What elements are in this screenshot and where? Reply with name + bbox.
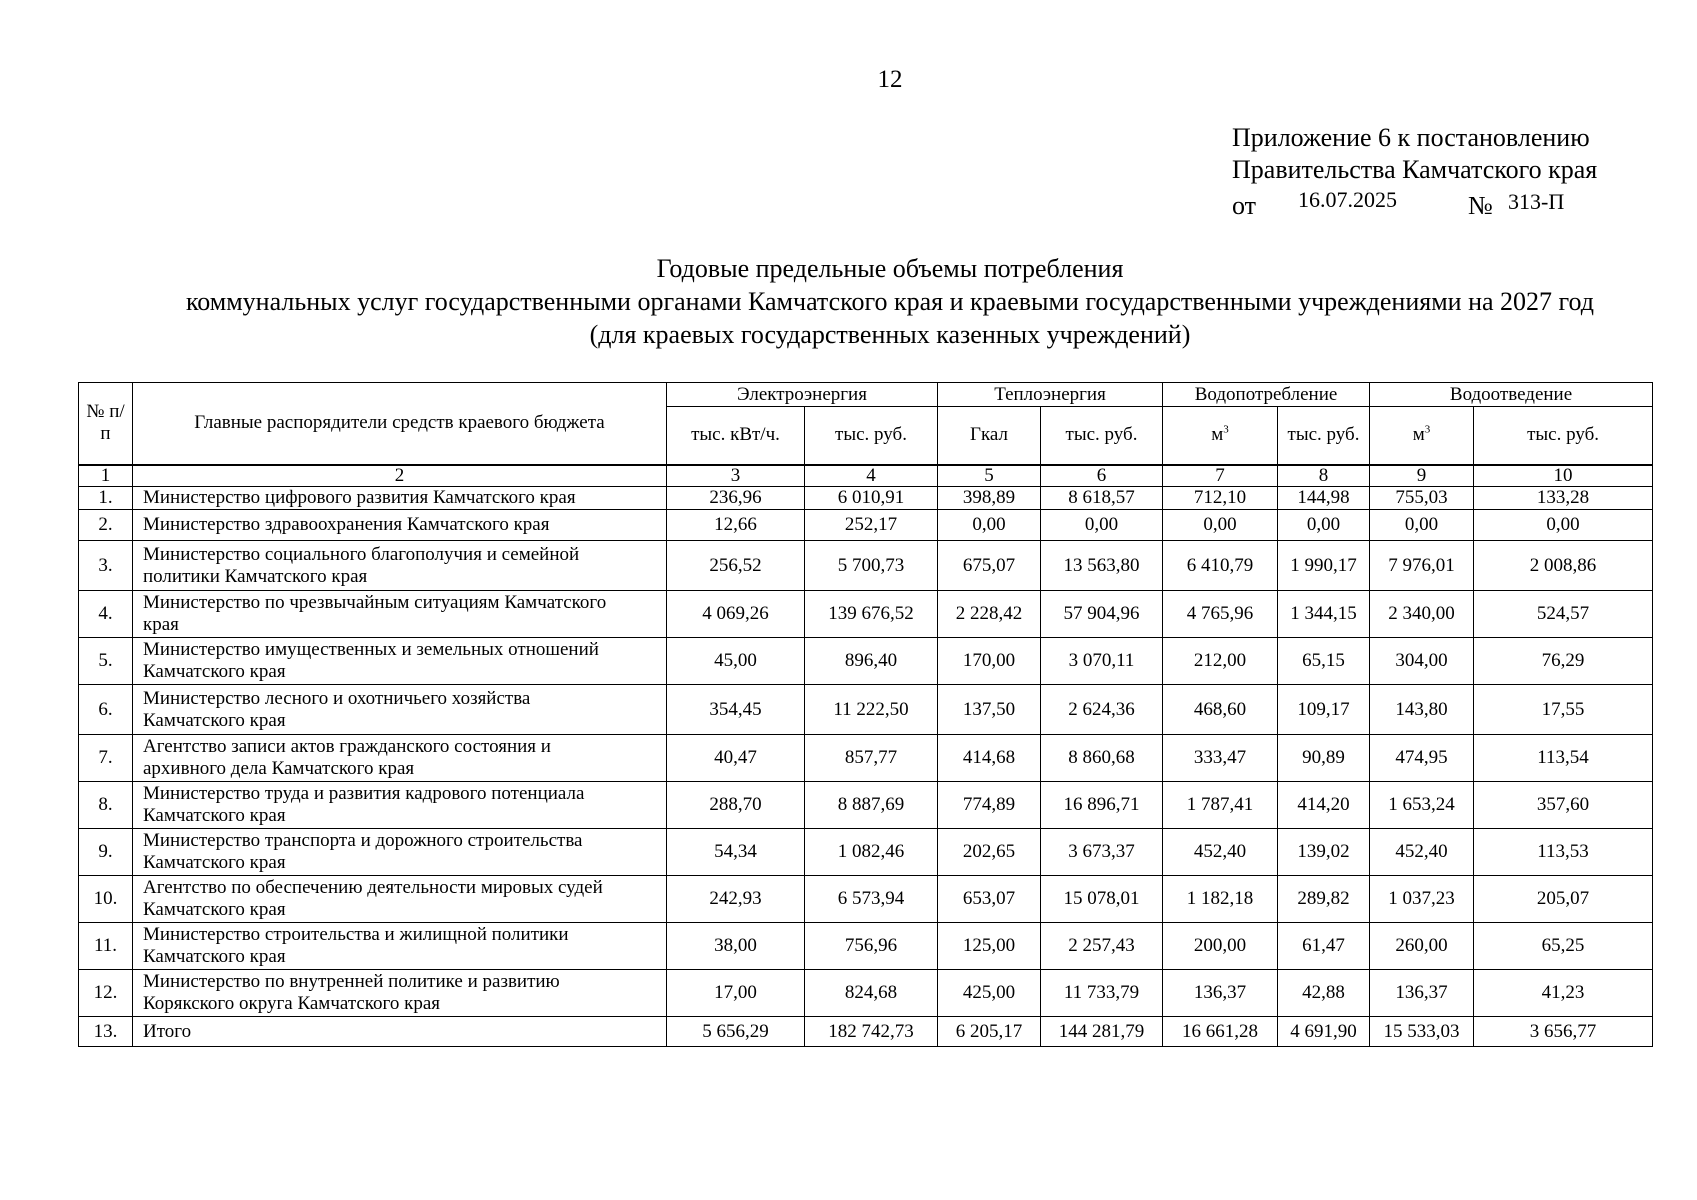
value-cell: 0,00 bbox=[1278, 510, 1370, 541]
row-number: 4. bbox=[79, 591, 133, 638]
budget-holder-name bbox=[133, 1017, 667, 1047]
appendix-line-2: Правительства Камчатского края bbox=[1232, 155, 1598, 184]
appendix-block bbox=[1232, 122, 1597, 220]
cube-superscript: 3 bbox=[1223, 423, 1229, 436]
value-cell: 6 573,94 bbox=[805, 876, 938, 923]
value-cell: 0,00 bbox=[938, 510, 1041, 541]
value-cell: 16 661,28 bbox=[1163, 1017, 1278, 1047]
value-cell: 113,53 bbox=[1474, 829, 1653, 876]
value-cell: 354,45 bbox=[667, 685, 805, 735]
column-number: 8 bbox=[1278, 465, 1370, 487]
value-cell: 2 008,86 bbox=[1474, 541, 1653, 591]
budget-holder-name bbox=[133, 510, 667, 541]
value-cell: 653,07 bbox=[938, 876, 1041, 923]
column-number: 6 bbox=[1041, 465, 1163, 487]
value-cell: 452,40 bbox=[1370, 829, 1474, 876]
column-number: 7 bbox=[1163, 465, 1278, 487]
value-cell: 474,95 bbox=[1370, 735, 1474, 782]
budget-holder-name bbox=[133, 685, 667, 735]
value-cell: 61,47 bbox=[1278, 923, 1370, 970]
value-cell: 137,50 bbox=[938, 685, 1041, 735]
value-cell: 136,37 bbox=[1370, 970, 1474, 1017]
column-number: 10 bbox=[1474, 465, 1653, 487]
name-line: политики Камчатского края bbox=[143, 565, 368, 587]
name-line: Министерство по чрезвычайным ситуациям Камчатского bbox=[143, 592, 607, 613]
value-cell: 896,40 bbox=[805, 638, 938, 685]
value-cell: 12,66 bbox=[667, 510, 805, 541]
value-cell: 712,10 bbox=[1163, 487, 1278, 510]
name-line: Камчатского края bbox=[143, 661, 286, 682]
column-numbering-row bbox=[79, 465, 1653, 487]
name-line: Министерство социального благополучия и семейной bbox=[143, 543, 580, 565]
page-number: 12 bbox=[877, 66, 903, 93]
value-cell: 17,55 bbox=[1474, 685, 1653, 735]
unit-m3-sewage bbox=[1370, 407, 1474, 465]
value-cell: 212,00 bbox=[1163, 638, 1278, 685]
value-cell: 143,80 bbox=[1370, 685, 1474, 735]
row-number: 11. bbox=[79, 923, 133, 970]
value-cell: 3 656,77 bbox=[1474, 1017, 1653, 1047]
value-cell: 5 656,29 bbox=[667, 1017, 805, 1047]
value-cell: 2 257,43 bbox=[1041, 923, 1163, 970]
table-row bbox=[79, 487, 1653, 510]
unit-m3-water bbox=[1163, 407, 1278, 465]
budget-holder-name bbox=[133, 638, 667, 685]
value-cell: 57 904,96 bbox=[1041, 591, 1163, 638]
value-cell: 182 742,73 bbox=[805, 1017, 938, 1047]
budget-holder-name bbox=[133, 876, 667, 923]
table-row bbox=[79, 782, 1653, 829]
name-line: Министерство имущественных и земельных отношений bbox=[143, 639, 599, 660]
name-line: Министерство по внутренней политике и развитию bbox=[143, 971, 560, 992]
value-cell: 200,00 bbox=[1163, 923, 1278, 970]
document-title bbox=[0, 252, 1697, 351]
table-row bbox=[79, 876, 1653, 923]
value-cell: 4 765,96 bbox=[1163, 591, 1278, 638]
column-number: 1 bbox=[79, 465, 133, 487]
value-cell: 3 673,37 bbox=[1041, 829, 1163, 876]
value-cell: 0,00 bbox=[1370, 510, 1474, 541]
name-line: Камчатского края bbox=[143, 709, 286, 731]
name-line: Итого bbox=[143, 1020, 192, 1042]
appendix-line-1: Приложение 6 к постановлению bbox=[1232, 123, 1590, 152]
value-cell: 15 533,03 bbox=[1370, 1017, 1474, 1047]
unit-rub-water: тыс. руб. bbox=[1278, 407, 1370, 465]
budget-holder-name bbox=[133, 487, 667, 510]
row-number: 6. bbox=[79, 685, 133, 735]
value-cell: 76,29 bbox=[1474, 638, 1653, 685]
budget-holder-name bbox=[133, 970, 667, 1017]
value-cell: 333,47 bbox=[1163, 735, 1278, 782]
value-cell: 6 010,91 bbox=[805, 487, 938, 510]
name-line: Агентство записи актов гражданского состояния и bbox=[143, 736, 551, 757]
value-cell: 425,00 bbox=[938, 970, 1041, 1017]
budget-holder-name bbox=[133, 591, 667, 638]
value-cell: 774,89 bbox=[938, 782, 1041, 829]
value-cell: 304,00 bbox=[1370, 638, 1474, 685]
value-cell: 236,96 bbox=[667, 487, 805, 510]
value-cell: 289,82 bbox=[1278, 876, 1370, 923]
header-electricity: Электроэнергия bbox=[667, 383, 938, 407]
value-cell: 113,54 bbox=[1474, 735, 1653, 782]
value-cell: 205,07 bbox=[1474, 876, 1653, 923]
number-sign: № bbox=[1468, 191, 1493, 220]
column-number: 9 bbox=[1370, 465, 1474, 487]
value-cell: 2 624,36 bbox=[1041, 685, 1163, 735]
name-line: Министерство строительства и жилищной политики bbox=[143, 924, 569, 945]
value-cell: 54,34 bbox=[667, 829, 805, 876]
value-cell: 1 787,41 bbox=[1163, 782, 1278, 829]
value-cell: 65,25 bbox=[1474, 923, 1653, 970]
budget-holder-name bbox=[133, 829, 667, 876]
value-cell: 41,23 bbox=[1474, 970, 1653, 1017]
appendix-sign-row bbox=[1232, 186, 1597, 220]
consumption-table bbox=[78, 382, 1653, 1047]
header-sewage: Водоотведение bbox=[1370, 383, 1653, 407]
name-line: Камчатского края bbox=[143, 946, 286, 967]
unit-m3-sewage-text: м bbox=[1412, 424, 1425, 446]
value-cell: 125,00 bbox=[938, 923, 1041, 970]
name-line: Министерство здравоохранения Камчатского края bbox=[143, 514, 550, 535]
value-cell: 6 410,79 bbox=[1163, 541, 1278, 591]
name-line: Корякского округа Камчатского края bbox=[143, 993, 441, 1014]
row-number: 8. bbox=[79, 782, 133, 829]
row-number: 13. bbox=[79, 1017, 133, 1047]
name-line: Министерство лесного и охотничьего хозяйства bbox=[143, 687, 531, 709]
value-cell: 13 563,80 bbox=[1041, 541, 1163, 591]
budget-holder-name bbox=[133, 782, 667, 829]
value-cell: 40,47 bbox=[667, 735, 805, 782]
table-row bbox=[79, 510, 1653, 541]
name-line: архивного дела Камчатского края bbox=[143, 758, 415, 779]
decree-number: 313-П bbox=[1508, 189, 1565, 214]
column-number: 5 bbox=[938, 465, 1041, 487]
name-line: края bbox=[143, 614, 179, 635]
column-number: 4 bbox=[805, 465, 938, 487]
value-cell: 3 070,11 bbox=[1041, 638, 1163, 685]
value-cell: 8 887,69 bbox=[805, 782, 938, 829]
value-cell: 468,60 bbox=[1163, 685, 1278, 735]
value-cell: 414,20 bbox=[1278, 782, 1370, 829]
title-line-1: Годовые предельные объемы потребления bbox=[656, 254, 1124, 283]
name-line: Камчатского края bbox=[143, 899, 286, 920]
unit-kwh: тыс. кВт/ч. bbox=[667, 407, 805, 465]
row-number: 1. bbox=[79, 487, 133, 510]
value-cell: 170,00 bbox=[938, 638, 1041, 685]
table-row bbox=[79, 685, 1653, 735]
unit-gcal: Гкал bbox=[938, 407, 1041, 465]
row-number: 5. bbox=[79, 638, 133, 685]
value-cell: 1 344,15 bbox=[1278, 591, 1370, 638]
header-water: Водопотребление bbox=[1163, 383, 1370, 407]
table-row bbox=[79, 735, 1653, 782]
from-label: от bbox=[1232, 191, 1257, 220]
value-cell: 38,00 bbox=[667, 923, 805, 970]
budget-holder-name bbox=[133, 541, 667, 591]
value-cell: 857,77 bbox=[805, 735, 938, 782]
column-number: 2 bbox=[133, 465, 667, 487]
value-cell: 414,68 bbox=[938, 735, 1041, 782]
table-row bbox=[79, 829, 1653, 876]
table-row bbox=[79, 970, 1653, 1017]
value-cell: 0,00 bbox=[1041, 510, 1163, 541]
column-number: 3 bbox=[667, 465, 805, 487]
value-cell: 6 205,17 bbox=[938, 1017, 1041, 1047]
value-cell: 0,00 bbox=[1474, 510, 1653, 541]
value-cell: 357,60 bbox=[1474, 782, 1653, 829]
table-row bbox=[79, 541, 1653, 591]
title-line-3: (для краевых государственных казенных учреждений) bbox=[589, 320, 1191, 349]
header-num: № п/п bbox=[79, 383, 133, 465]
name-line: Агентство по обеспечению деятельности мировых судей bbox=[143, 877, 603, 898]
value-cell: 398,89 bbox=[938, 487, 1041, 510]
value-cell: 824,68 bbox=[805, 970, 938, 1017]
unit-rub-heat: тыс. руб. bbox=[1041, 407, 1163, 465]
value-cell: 524,57 bbox=[1474, 591, 1653, 638]
value-cell: 65,15 bbox=[1278, 638, 1370, 685]
row-number: 7. bbox=[79, 735, 133, 782]
table-row bbox=[79, 1017, 1653, 1047]
value-cell: 2 228,42 bbox=[938, 591, 1041, 638]
value-cell: 5 700,73 bbox=[805, 541, 938, 591]
value-cell: 109,17 bbox=[1278, 685, 1370, 735]
name-line: Министерство цифрового развития Камчатского края bbox=[143, 487, 576, 508]
value-cell: 45,00 bbox=[667, 638, 805, 685]
value-cell: 139,02 bbox=[1278, 829, 1370, 876]
header-name: Главные распорядители средств краевого бюджета bbox=[133, 383, 667, 465]
value-cell: 2 340,00 bbox=[1370, 591, 1474, 638]
name-line: Министерство труда и развития кадрового потенциала bbox=[143, 783, 585, 804]
value-cell: 8 860,68 bbox=[1041, 735, 1163, 782]
value-cell: 42,88 bbox=[1278, 970, 1370, 1017]
value-cell: 260,00 bbox=[1370, 923, 1474, 970]
value-cell: 17,00 bbox=[667, 970, 805, 1017]
name-line: Министерство транспорта и дорожного строительства bbox=[143, 830, 583, 851]
value-cell: 15 078,01 bbox=[1041, 876, 1163, 923]
name-line: Камчатского края bbox=[143, 852, 286, 873]
row-number: 12. bbox=[79, 970, 133, 1017]
header-heat: Теплоэнергия bbox=[938, 383, 1163, 407]
value-cell: 4 069,26 bbox=[667, 591, 805, 638]
unit-rub-electricity: тыс. руб. bbox=[805, 407, 938, 465]
value-cell: 242,93 bbox=[667, 876, 805, 923]
value-cell: 4 691,90 bbox=[1278, 1017, 1370, 1047]
value-cell: 755,03 bbox=[1370, 487, 1474, 510]
value-cell: 90,89 bbox=[1278, 735, 1370, 782]
value-cell: 1 037,23 bbox=[1370, 876, 1474, 923]
value-cell: 675,07 bbox=[938, 541, 1041, 591]
value-cell: 144 281,79 bbox=[1041, 1017, 1163, 1047]
value-cell: 256,52 bbox=[667, 541, 805, 591]
value-cell: 11 222,50 bbox=[805, 685, 938, 735]
title-line-2: коммунальных услуг государственными органами Камчатского края и краевыми государственными учреждениями на 2027 год bbox=[185, 287, 1595, 316]
row-number: 10. bbox=[79, 876, 133, 923]
value-cell: 139 676,52 bbox=[805, 591, 938, 638]
value-cell: 133,28 bbox=[1474, 487, 1653, 510]
value-cell: 144,98 bbox=[1278, 487, 1370, 510]
budget-holder-name bbox=[133, 735, 667, 782]
table-row bbox=[79, 591, 1653, 638]
value-cell: 0,00 bbox=[1163, 510, 1278, 541]
decree-date: 16.07.2025 bbox=[1298, 187, 1397, 212]
unit-m3-water-text: м bbox=[1211, 424, 1224, 446]
value-cell: 1 182,18 bbox=[1163, 876, 1278, 923]
value-cell: 136,37 bbox=[1163, 970, 1278, 1017]
value-cell: 452,40 bbox=[1163, 829, 1278, 876]
value-cell: 288,70 bbox=[667, 782, 805, 829]
unit-rub-sewage: тыс. руб. bbox=[1474, 407, 1653, 465]
table-row bbox=[79, 923, 1653, 970]
cube-superscript: 3 bbox=[1424, 423, 1431, 436]
value-cell: 1 082,46 bbox=[805, 829, 938, 876]
value-cell: 11 733,79 bbox=[1041, 970, 1163, 1017]
row-number: 2. bbox=[79, 510, 133, 541]
row-number: 3. bbox=[79, 541, 133, 591]
value-cell: 202,65 bbox=[938, 829, 1041, 876]
name-line: Камчатского края bbox=[143, 805, 286, 826]
value-cell: 16 896,71 bbox=[1041, 782, 1163, 829]
value-cell: 252,17 bbox=[805, 510, 938, 541]
row-number: 9. bbox=[79, 829, 133, 876]
budget-holder-name bbox=[133, 923, 667, 970]
value-cell: 8 618,57 bbox=[1041, 487, 1163, 510]
value-cell: 1 653,24 bbox=[1370, 782, 1474, 829]
value-cell: 1 990,17 bbox=[1278, 541, 1370, 591]
table-row bbox=[79, 638, 1653, 685]
value-cell: 756,96 bbox=[805, 923, 938, 970]
value-cell: 7 976,01 bbox=[1370, 541, 1474, 591]
